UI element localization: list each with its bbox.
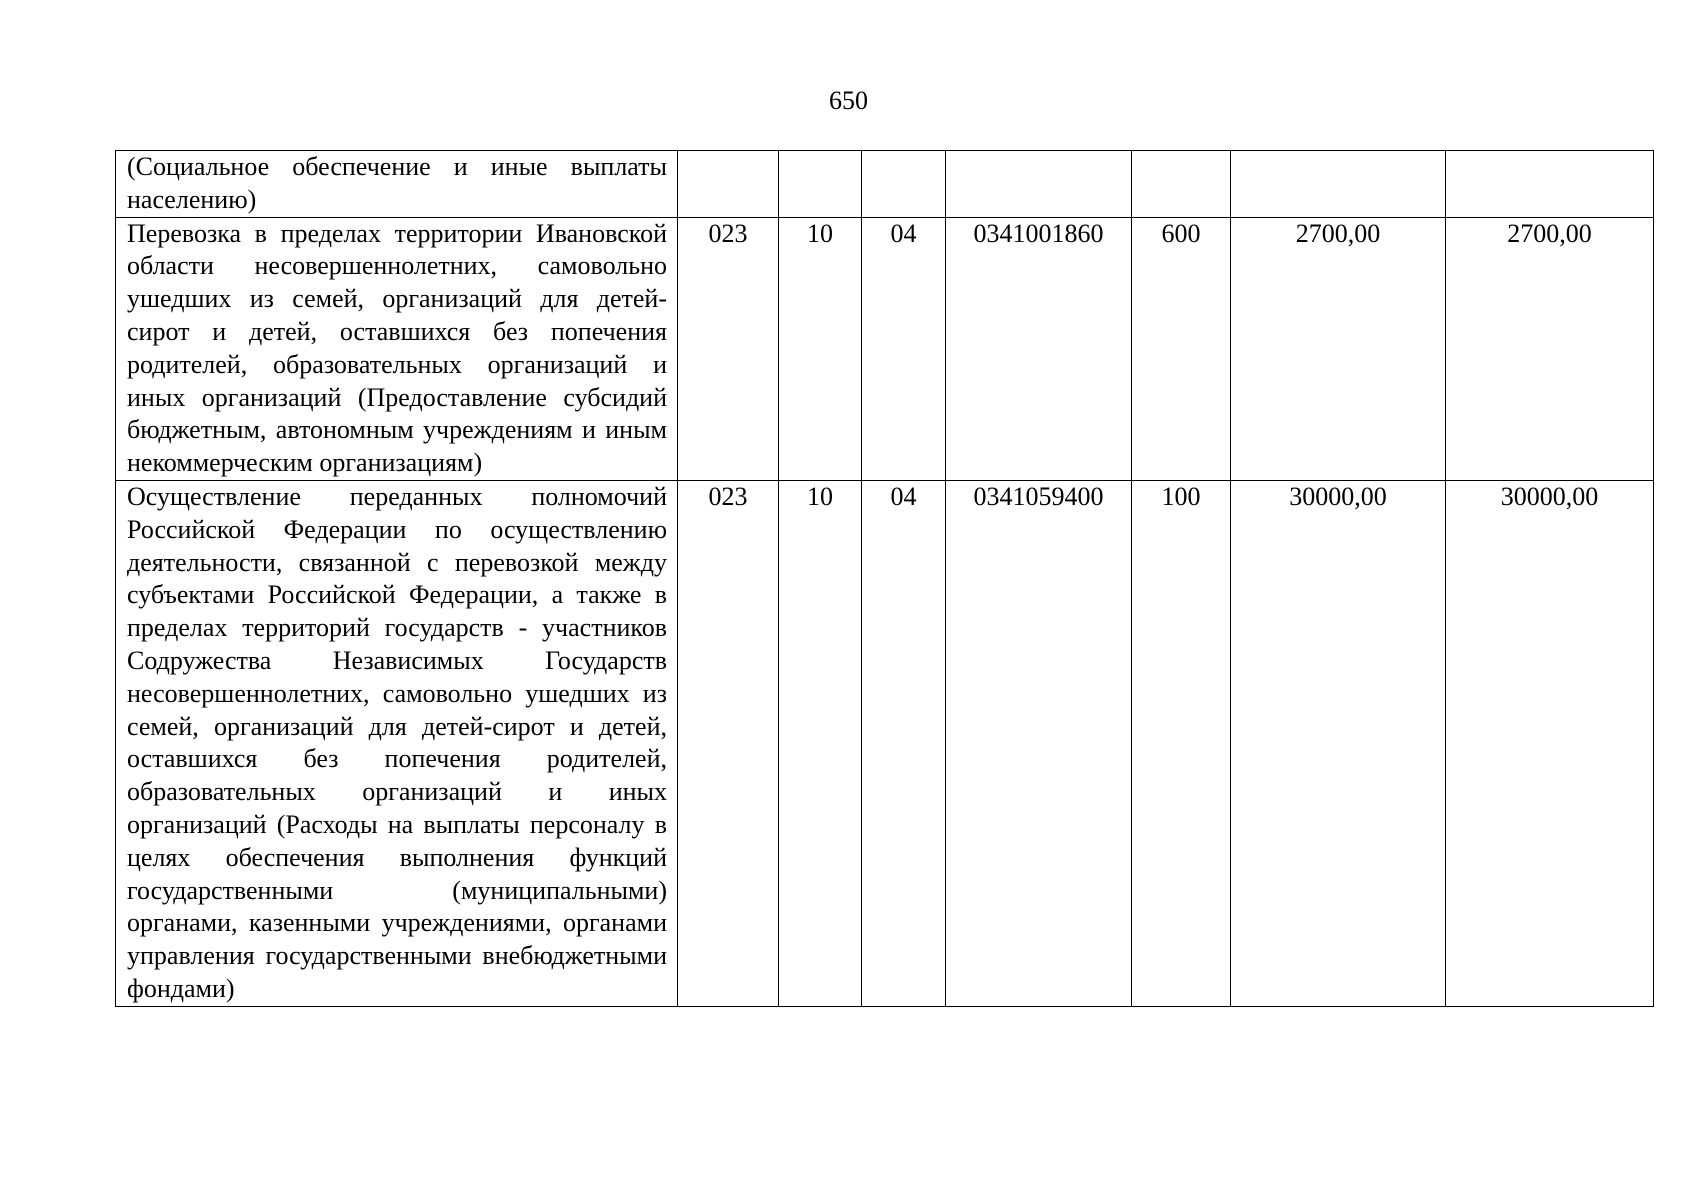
amount-1-cell: 2700,00 [1231,217,1446,480]
subsection-cell: 04 [862,480,946,1006]
section-cell: 10 [779,217,862,480]
section-cell [779,151,862,218]
page-number: 650 [829,86,868,115]
row-description: (Социальное обеспечение и иные выплаты населению) [116,151,678,218]
row-description: Осуществление переданных полномочий Российской Федерации по осуществлению деятельности, связанной с перевозкой между субъектами Российской Федерации, а также в пределах территорий государств - участников Содружества Независимых Государств несовершеннолетних, самовольно ушедших из семей, организаций для детей-сирот и детей, оставшихся без попечения родителей, образовательных организаций и иных организаций (Расходы на выплаты персоналу в целях обеспечения выполнения функций государственными (муниципальными) органами, казенными учреждениями, органами управления государственными внебюджетными фондами) [116,480,678,1006]
target-article-cell [946,151,1132,218]
amount-1-cell [1231,151,1446,218]
admin-code-cell: 023 [678,217,779,480]
amount-2-cell: 30000,00 [1446,480,1654,1006]
expense-type-cell: 600 [1132,217,1231,480]
admin-code-cell: 023 [678,480,779,1006]
table-row [116,217,1654,480]
subsection-cell: 04 [862,217,946,480]
table-row [116,151,1654,218]
amount-1-cell: 30000,00 [1231,480,1446,1006]
subsection-cell [862,151,946,218]
amount-2-cell: 2700,00 [1446,217,1654,480]
expense-type-cell [1132,151,1231,218]
expense-type-cell: 100 [1132,480,1231,1006]
amount-2-cell [1446,151,1654,218]
row-description: Перевозка в пределах территории Ивановской области несовершеннолетних, самовольно ушедших из семей, организаций для детей-сирот и детей, оставшихся без попечения родителей, образовательных организаций и иных организаций (Предоставление субсидий бюджетным, автономным учреждениям и иным некоммерческим организациям) [116,217,678,480]
table-row [116,480,1654,1006]
budget-table [115,150,1654,1007]
admin-code-cell [678,151,779,218]
section-cell: 10 [779,480,862,1006]
target-article-cell: 0341059400 [946,480,1132,1006]
target-article-cell: 0341001860 [946,217,1132,480]
